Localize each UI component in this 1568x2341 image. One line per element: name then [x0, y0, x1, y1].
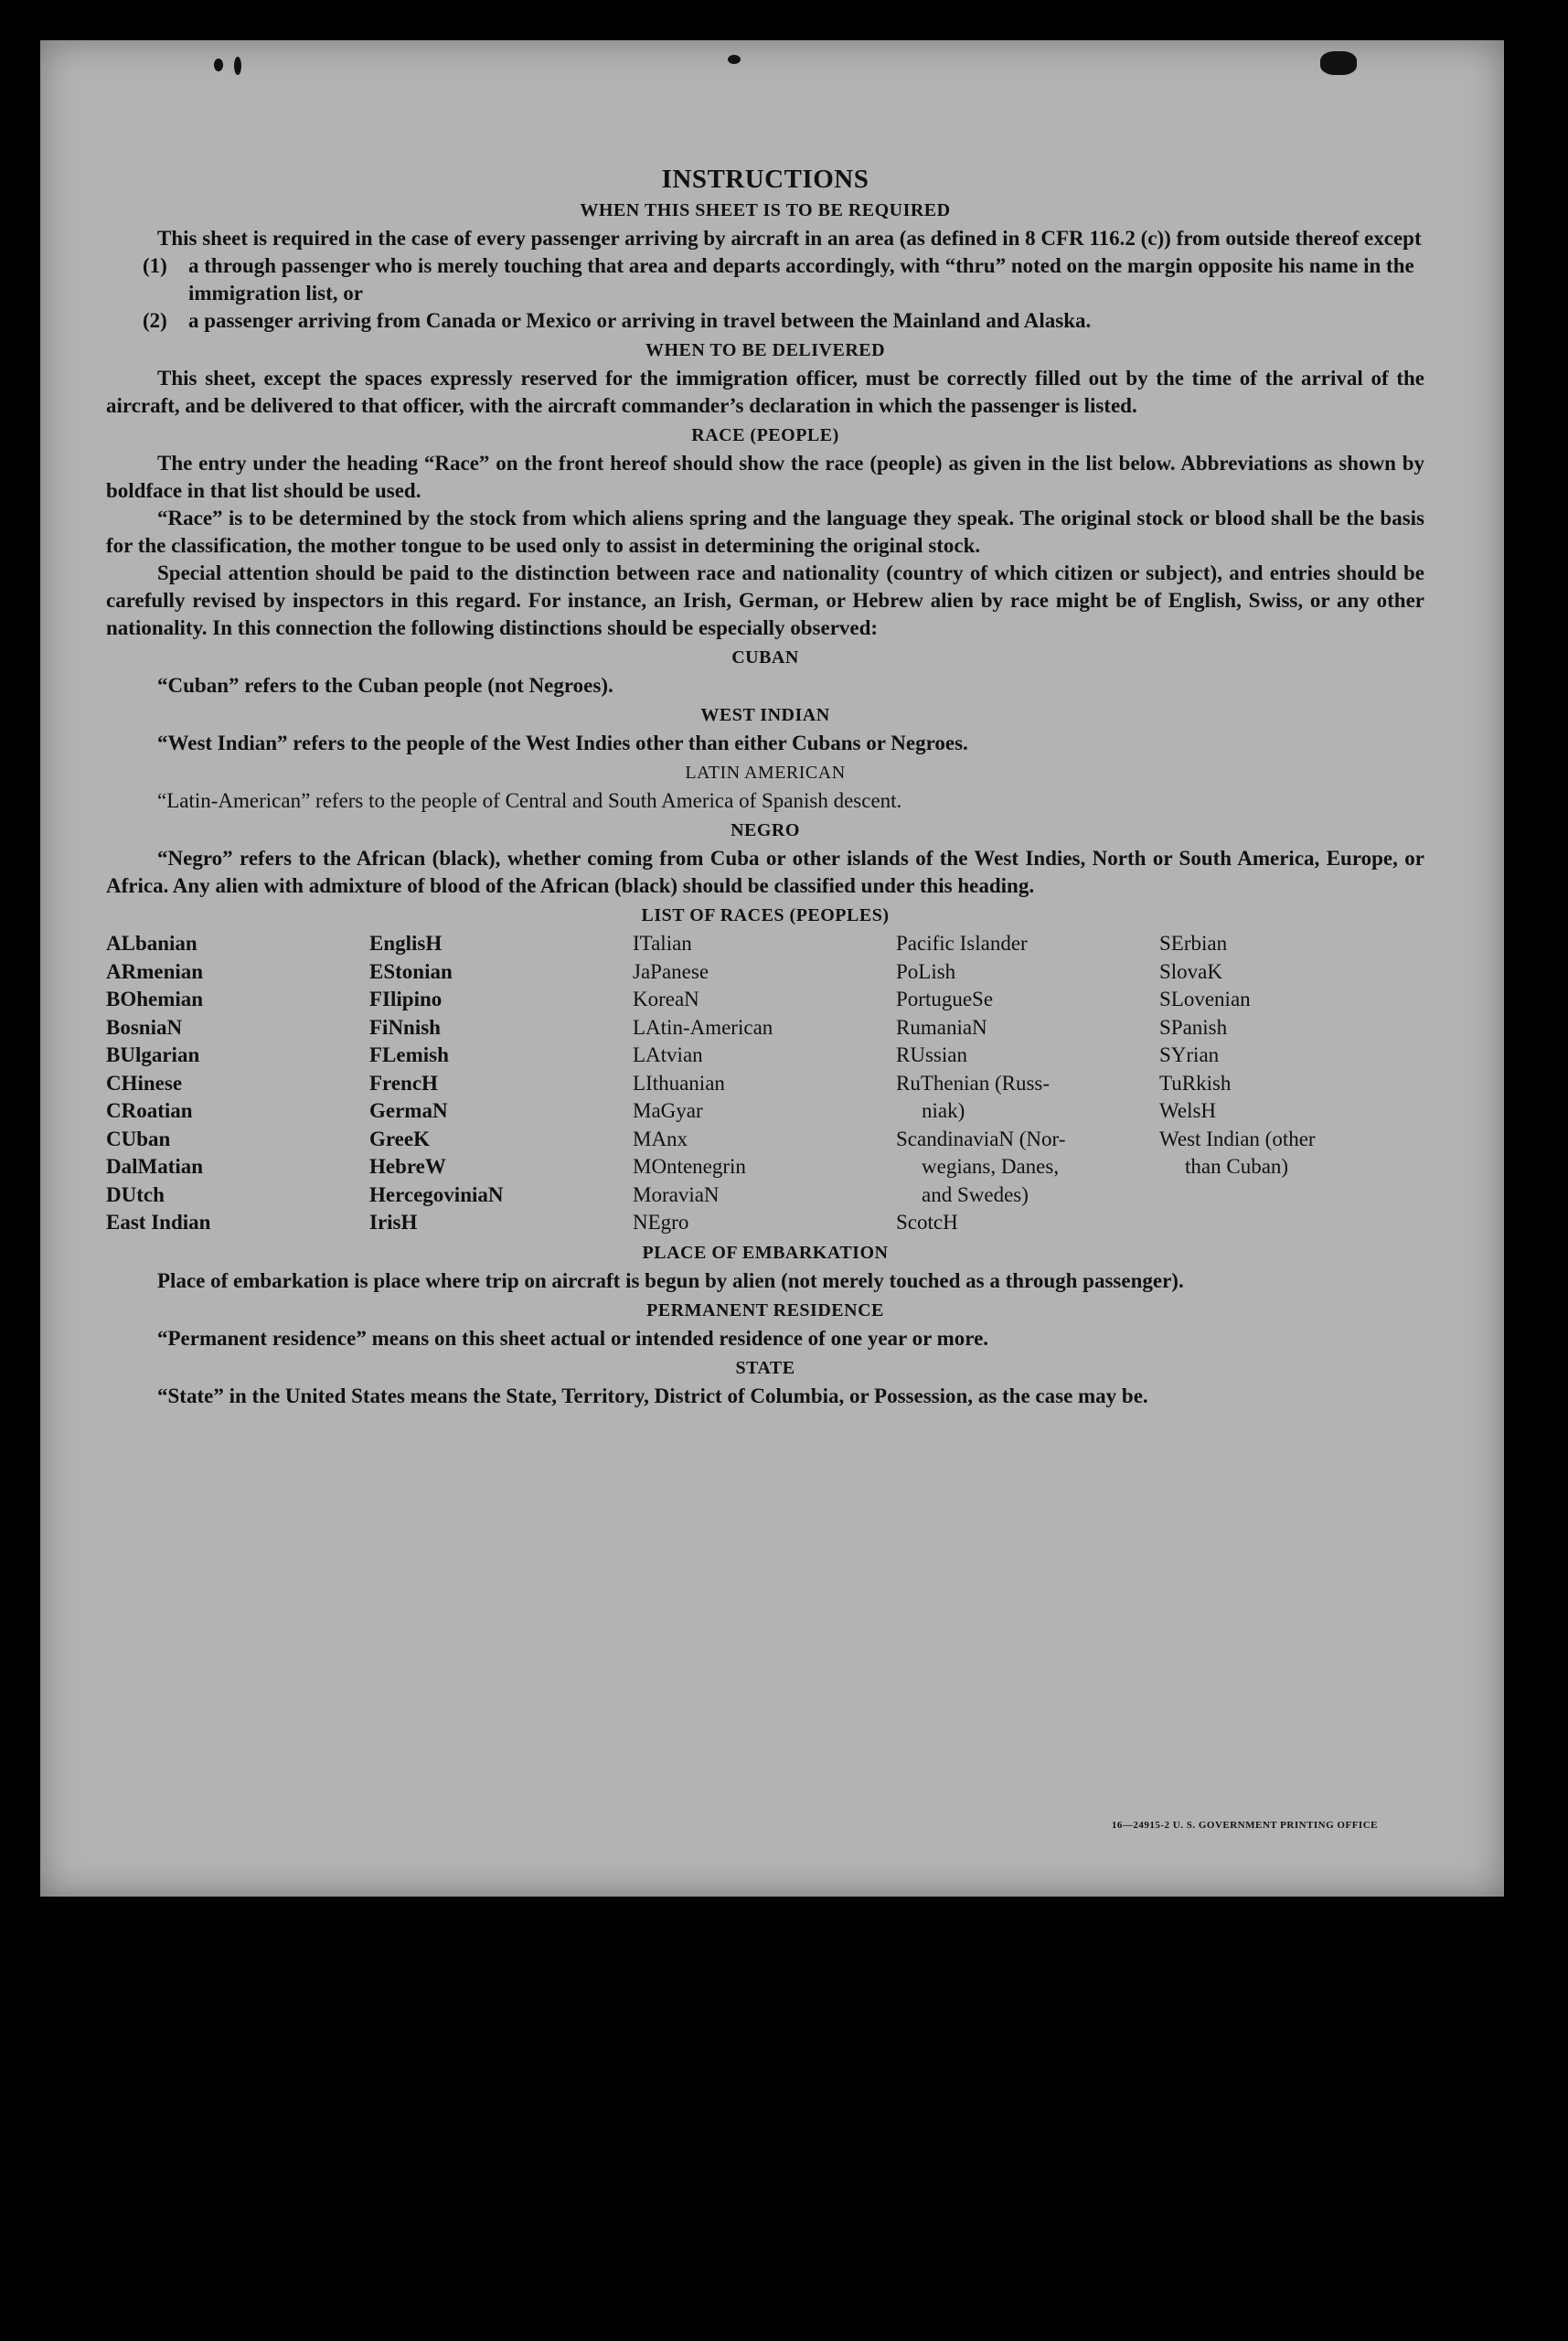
race-entry: niak): [922, 1099, 965, 1122]
race-entry: ARmenian: [106, 959, 204, 983]
race-entry: than Cuban): [1185, 1155, 1289, 1178]
when-required-intro: This sheet is required in the case of every passenger arriving by aircraft in an area (as defined in 8 CFR 116.2 (c)) from outside thereof except: [157, 227, 1422, 250]
exception-number: (2): [143, 309, 167, 332]
race-entry: MoraviaN: [633, 1182, 720, 1206]
races-column: [106, 930, 369, 1237]
race-entry: BUlgarian: [106, 1043, 200, 1066]
embarkation-text: Place of embarkation is place where trip on aircraft is begun by alien (not merely touched as a through passenger).: [157, 1268, 1184, 1292]
section-heading-west-indian: WEST INDIAN: [700, 705, 830, 725]
race-entry: ScotcH: [896, 1211, 958, 1234]
race-entry: SlovaK: [1159, 959, 1222, 983]
race-entry: LIthuanian: [633, 1071, 725, 1095]
race-entry: SPanish: [1159, 1015, 1228, 1039]
exception-item: [106, 252, 1424, 307]
race-entry: RuThenian (Russ-: [896, 1071, 1051, 1095]
section-heading-state: STATE: [735, 1357, 795, 1378]
race-entry: RUssian: [896, 1043, 967, 1066]
exception-text: a passenger arriving from Canada or Mexico or arriving in travel between the Mainland and Alaska.: [188, 309, 1092, 332]
race-entry: NEgro: [633, 1211, 689, 1234]
race-entry: JaPanese: [633, 959, 709, 983]
race-entry: and Swedes): [922, 1182, 1029, 1206]
race-entry: BosniaN: [106, 1015, 183, 1039]
race-entry: IrisH: [369, 1211, 418, 1234]
race-entry: Pacific Islander: [896, 932, 1028, 955]
race-entry: SYrian: [1159, 1043, 1220, 1066]
section-heading-residence: PERMANENT RESIDENCE: [646, 1299, 884, 1320]
section-heading-cuban: CUBAN: [731, 647, 799, 668]
printer-footer: 16—24915-2 U. S. GOVERNMENT PRINTING OFFICE: [1111, 1820, 1378, 1831]
race-entry: FIlipino: [369, 988, 443, 1010]
race-entry: FLemish: [369, 1043, 449, 1066]
instructions-body: [106, 165, 1424, 1410]
section-heading-latin-american: LATIN AMERICAN: [685, 763, 846, 783]
race-entry: SErbian: [1159, 932, 1228, 955]
race-entry: TuRkish: [1159, 1071, 1232, 1095]
race-entry: CHinese: [106, 1071, 183, 1095]
race-entry: GreeK: [369, 1127, 430, 1150]
race-entry: HercegoviniaN: [369, 1182, 504, 1206]
race-entry: PoLish: [896, 959, 956, 983]
scan-speck: [234, 57, 241, 75]
race-entry: DalMatian: [106, 1155, 204, 1178]
when-delivered-text: This sheet, except the spaces expressly reserved for the immigration officer, must be correctly filled out by the time of the arrival of the aircraft, and be delivered to that officer, with the aircraft commander’s declaration in which the passenger is listed.: [106, 367, 1424, 417]
race-entry: CRoatian: [106, 1099, 193, 1122]
exception-item: [106, 307, 1424, 335]
race-entry: DUtch: [106, 1182, 165, 1206]
residence-text: “Permanent residence” means on this sheet actual or intended residence of one year or more.: [157, 1326, 989, 1350]
section-heading-when-required: WHEN THIS SHEET IS TO BE REQUIRED: [580, 200, 951, 220]
race-entry: RumaniaN: [896, 1015, 987, 1039]
races-column: [896, 930, 1159, 1237]
race-paragraph: “Race” is to be determined by the stock from which aliens spring and the language they speak. The original stock or blood shall be the basis for the classification, the mother tongue to be used only to assist in determining the original stock.: [106, 507, 1424, 557]
race-entry: LAtvian: [633, 1043, 703, 1066]
race-entry: BOhemian: [106, 988, 204, 1010]
race-entry: EnglisH: [369, 932, 443, 955]
race-entry: ALbanian: [106, 932, 197, 955]
scan-speck: [1320, 51, 1357, 75]
race-entry: LAtin-American: [633, 1015, 773, 1039]
race-entry: GermaN: [369, 1099, 448, 1122]
races-column: [633, 930, 896, 1237]
latin-american-text: “Latin-American” refers to the people of Central and South America of Spanish descent.: [157, 789, 902, 812]
races-column: [369, 930, 633, 1237]
scan-speck: [214, 59, 223, 71]
state-text: “State” in the United States means the State, Territory, District of Columbia, or Possession, as the case may be.: [157, 1384, 1148, 1407]
exception-text: a through passenger who is merely touching that area and departs accordingly, with “thru” noted on the margin opposite his name in the immigration list, or: [188, 254, 1414, 305]
section-heading-race: RACE (PEOPLE): [691, 425, 839, 445]
document-sheet: [40, 40, 1504, 1897]
races-column: [1159, 930, 1397, 1237]
race-entry: MOntenegrin: [633, 1155, 746, 1178]
race-entry: East Indian: [106, 1211, 211, 1234]
west-indian-text: “West Indian” refers to the people of the West Indies other than either Cubans or Negroes.: [157, 732, 968, 754]
race-entry: FrencH: [369, 1071, 438, 1095]
race-entry: HebreW: [369, 1155, 446, 1178]
exception-number: (1): [143, 254, 167, 277]
race-entry: wegians, Danes,: [922, 1155, 1060, 1178]
race-entry: CUban: [106, 1127, 171, 1150]
race-entry: WelsH: [1159, 1099, 1217, 1122]
race-entry: SLovenian: [1159, 988, 1251, 1010]
race-entry: ScandinaviaN (Nor-: [896, 1127, 1066, 1150]
scan-speck: [728, 55, 741, 64]
section-heading-embarkation: PLACE OF EMBARKATION: [642, 1242, 889, 1263]
race-paragraph: Special attention should be paid to the distinction between race and nationality (country of which citizen or subject), and entries should be carefully revised by inspectors in this regard. For instance, an Irish, German, or Hebrew alien by race might be of English, Swiss, or any other nationality. In this connection the following distinctions should be especially observed:: [106, 561, 1424, 639]
section-heading-negro: NEGRO: [731, 820, 800, 840]
race-entry: MaGyar: [633, 1099, 703, 1122]
race-entry: ITalian: [633, 932, 692, 955]
race-entry: FiNnish: [369, 1015, 441, 1039]
race-entry: West Indian (other: [1159, 1127, 1316, 1150]
section-heading-when-delivered: WHEN TO BE DELIVERED: [645, 340, 886, 360]
race-entry: PortugueSe: [896, 988, 994, 1010]
cuban-text: “Cuban” refers to the Cuban people (not Negroes).: [157, 674, 613, 697]
race-entry: MAnx: [633, 1127, 688, 1150]
race-entry: KoreaN: [633, 988, 699, 1010]
race-entry: EStonian: [369, 959, 453, 983]
race-paragraph: The entry under the heading “Race” on the front hereof should show the race (people) as given in the list below. Abbreviations as shown by boldface in that list should be used.: [106, 452, 1424, 502]
negro-text: “Negro” refers to the African (black), whether coming from Cuba or other islands of the West Indies, North or South America, Europe, or Africa. Any alien with admixture of blood of the African (black) should be classified under this heading.: [106, 847, 1424, 897]
section-heading-list-of-races: LIST OF RACES (PEOPLES): [641, 905, 890, 925]
races-list: [106, 930, 1424, 1237]
page-title: INSTRUCTIONS: [661, 165, 869, 194]
